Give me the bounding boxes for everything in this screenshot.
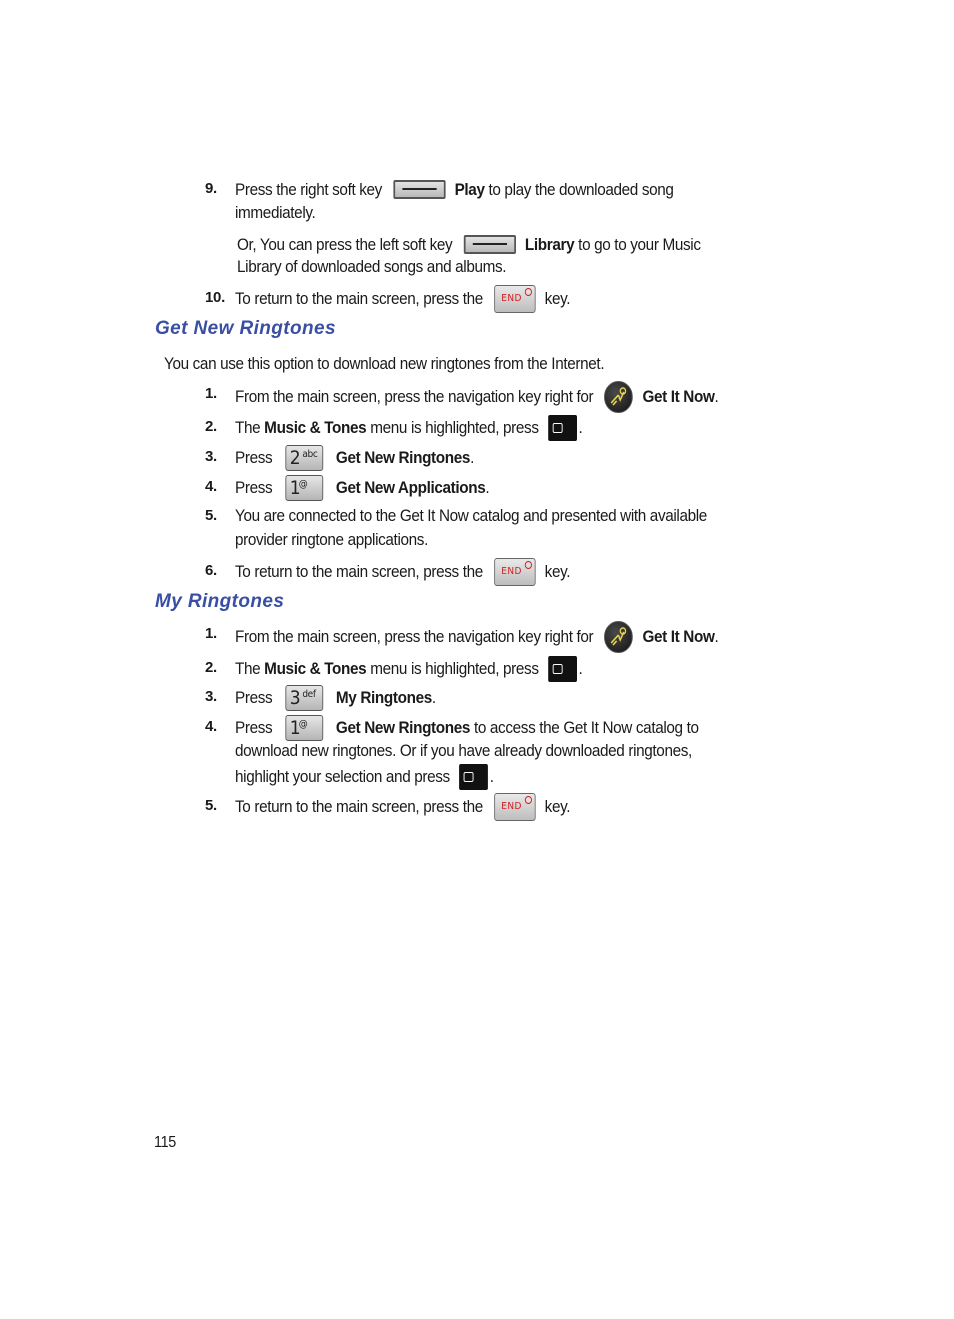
text: menu is highlighted, press <box>370 658 539 678</box>
get-it-now-label: Get It Now <box>642 627 715 646</box>
text: highlight your selection and press <box>235 766 450 786</box>
section-heading-get-new-ringtones: Get New Ringtones <box>155 318 336 339</box>
library-label: Library <box>524 234 575 254</box>
gnr-step-5-line-1 <box>235 503 759 529</box>
gnr-step-2 <box>235 414 621 440</box>
text: . <box>431 687 436 707</box>
mr-step-4-line-2 <box>235 738 743 764</box>
text: to play the downloaded song <box>488 179 674 199</box>
key-letters: @ <box>298 718 308 730</box>
text: . <box>578 417 583 437</box>
key-letters: @ <box>298 478 308 490</box>
right-soft-key-icon <box>393 180 445 199</box>
text: Or, You can press the left soft key <box>237 234 453 254</box>
key-2-icon <box>285 445 323 471</box>
text: key. <box>544 289 571 308</box>
key-digit: 1 <box>289 476 301 499</box>
text: provider ringtone applications. <box>235 530 428 549</box>
text: Press <box>235 687 273 707</box>
text: immediately. <box>235 203 316 222</box>
text: . <box>470 447 474 467</box>
step-number: 4. <box>205 478 217 495</box>
step-number: 2. <box>205 659 217 676</box>
section-heading-my-ringtones: My Ringtones <box>155 591 285 612</box>
ok-key-icon <box>548 415 577 441</box>
step-number: 3. <box>205 688 217 705</box>
text: . <box>578 658 583 678</box>
text: key. <box>544 797 571 816</box>
text: The <box>235 417 261 437</box>
step-number: 1. <box>205 385 217 402</box>
text: . <box>714 627 719 646</box>
ok-key-icon <box>459 764 488 790</box>
left-soft-key-icon <box>463 235 515 254</box>
gnr-step-1 <box>235 381 772 407</box>
text: To return to the main screen, press the <box>235 797 483 816</box>
text: Press <box>235 447 273 467</box>
text: To return to the main screen, press the <box>235 289 483 308</box>
key-1-icon <box>285 715 323 741</box>
mr-step-2 <box>235 655 621 681</box>
text: Press <box>235 717 273 737</box>
mr-step-5 <box>235 793 607 819</box>
end-key-icon <box>494 793 535 821</box>
step-number: 6. <box>205 562 217 579</box>
step-number: 9. <box>205 180 217 197</box>
text: . <box>485 477 490 497</box>
end-key-label: END <box>501 566 522 577</box>
option-label: Get New Applications <box>335 477 486 497</box>
step-9-line-1 <box>235 176 722 202</box>
key-letters: def <box>302 688 316 700</box>
mr-step-3 <box>235 684 458 710</box>
option-label: Get New Ringtones <box>335 717 471 737</box>
key-letters: abc <box>302 448 318 460</box>
key-digit: 2 <box>289 446 301 469</box>
text: . <box>489 766 494 786</box>
step-number: 5. <box>205 507 217 524</box>
text: . <box>714 387 719 406</box>
end-key-label: END <box>501 293 522 304</box>
key-digit: 3 <box>289 686 301 709</box>
key-3-icon <box>285 685 323 711</box>
text: You are connected to the Get It Now catalog and presented with available <box>235 506 707 525</box>
mr-step-1 <box>235 621 772 647</box>
mr-step-4-line-3 <box>235 763 522 789</box>
step-9-line-4 <box>237 254 536 280</box>
text: Press the right soft key <box>235 179 382 199</box>
gnr-step-3 <box>235 444 501 470</box>
get-it-now-icon <box>604 621 633 653</box>
mr-step-4-line-1 <box>235 714 750 740</box>
step-9-line-2 <box>235 200 324 226</box>
text: to access the Get It Now catalog to <box>473 717 699 737</box>
text: download new ringtones. Or if you have already downloaded ringtones, <box>235 741 692 760</box>
text: Press <box>235 477 273 497</box>
step-number: 10. <box>205 289 225 306</box>
step-10-line <box>235 285 607 311</box>
page-number: 115 <box>154 1134 176 1151</box>
text: Library of downloaded songs and albums. <box>237 257 507 276</box>
gnr-step-4 <box>235 474 518 500</box>
step-number: 1. <box>205 625 217 642</box>
end-key-icon <box>494 285 535 313</box>
step-number: 4. <box>205 718 217 735</box>
play-label: Play <box>454 179 485 199</box>
text: The <box>235 658 261 678</box>
step-number: 2. <box>205 418 217 435</box>
end-key-label: END <box>501 801 522 812</box>
get-it-now-label: Get It Now <box>642 387 715 406</box>
text: menu is highlighted, press <box>370 417 539 437</box>
text: key. <box>544 562 571 581</box>
intro-line <box>164 351 653 377</box>
page-number-line <box>154 1130 178 1156</box>
option-label: Get New Ringtones <box>335 447 471 467</box>
menu-name: Music & Tones <box>264 658 367 678</box>
text: From the main screen, press the navigation key right for <box>235 387 594 406</box>
text: From the main screen, press the navigation key right for <box>235 627 594 646</box>
ok-key-icon <box>548 656 577 682</box>
text: to go to your Music <box>578 234 701 254</box>
option-label: My Ringtones <box>335 687 432 707</box>
gnr-step-5-line-2 <box>235 527 449 553</box>
menu-name: Music & Tones <box>264 417 367 437</box>
text: You can use this option to download new ringtones from the Internet. <box>164 354 605 373</box>
key-digit: 1 <box>289 716 301 739</box>
end-key-icon <box>494 558 535 586</box>
step-number: 5. <box>205 797 217 814</box>
get-it-now-icon <box>604 381 633 413</box>
key-1-icon <box>285 475 323 501</box>
gnr-step-6 <box>235 558 607 584</box>
step-number: 3. <box>205 448 217 465</box>
text: To return to the main screen, press the <box>235 562 483 581</box>
